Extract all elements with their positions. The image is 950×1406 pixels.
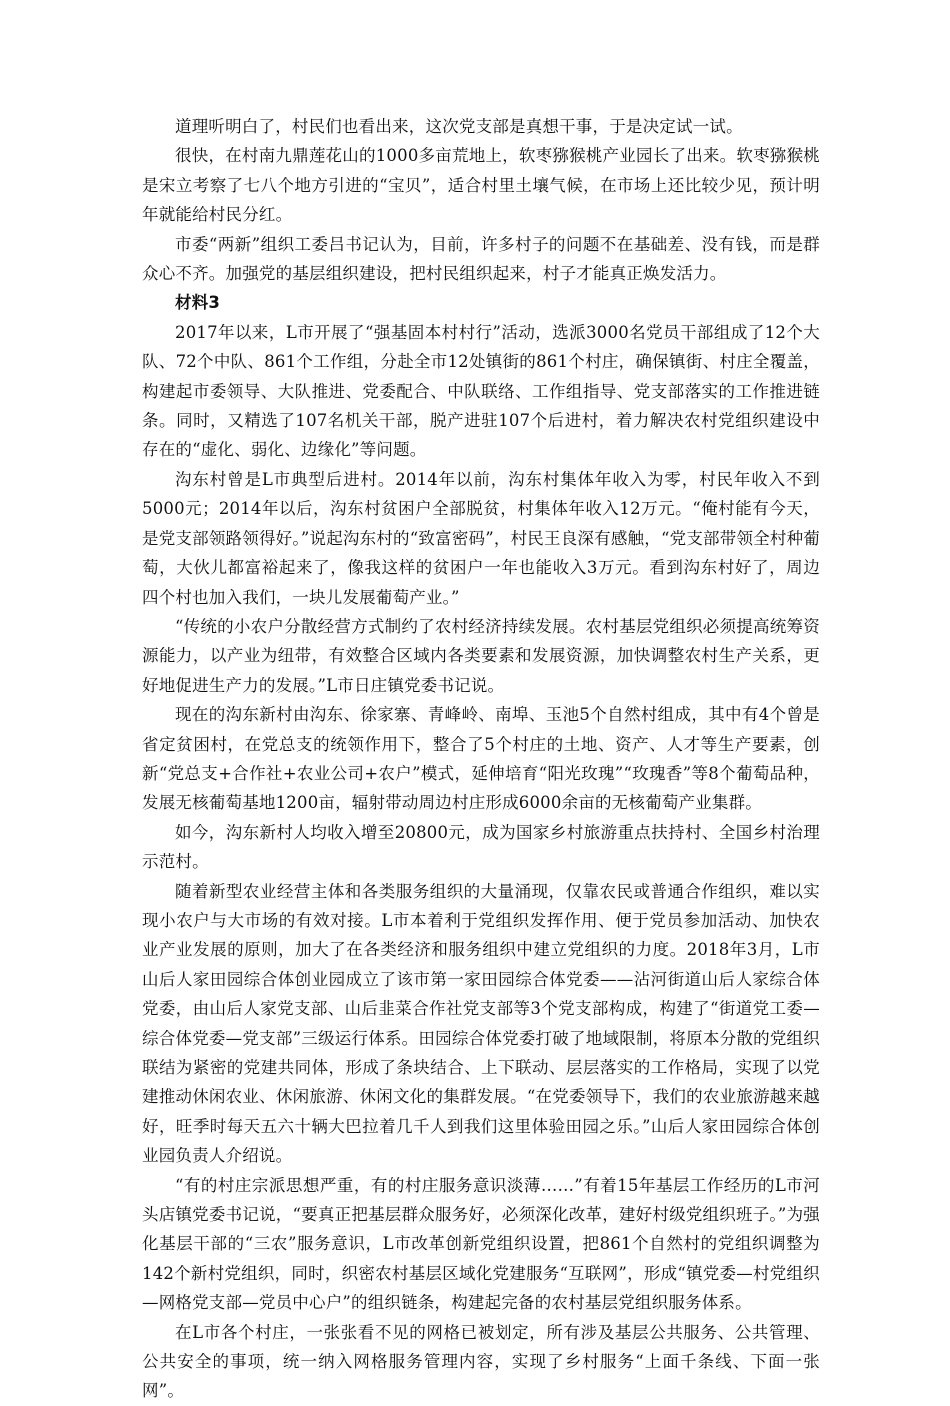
- paragraph: “传统的小农户分散经营方式制约了农村经济持续发展。农村基层党组织必须提高统筹资源能力，以产业为纽带，有效整合区域内各类要素和发展资源，加快调整农村生产关系，更好地促进生产力的发展。”L市日庄镇党委书记说。: [142, 616, 820, 695]
- paragraph: 如今，沟东新村人均收入增至20800元，成为国家乡村旅游重点扶持村、全国乡村治理示范村。: [142, 822, 820, 872]
- paragraph: “有的村庄宗派思想严重，有的村庄服务意识淡薄……”有着15年基层工作经历的L市河头店镇党委书记说，“要真正把基层群众服务好，必须深化改革，建好村级党组织班子。”为强化基层干部的“三农”服务意识，L市改革创新党组织设置，把861个自然村的党组织调整为142个新村党组织，同时，织密农村基层区域化党建服务“互联网”，形成“镇党委—村党组织—网格党支部—党员中心户”的组织链条，构建起完备的农村基层党组织服务体系。: [142, 1175, 820, 1313]
- paragraph: 随着新型农业经营主体和各类服务组织的大量涌现，仅靠农民或普通合作组织，难以实现小农户与大市场的有效对接。L市本着利于党组织发挥作用、便于党员参加活动、加快农业产业发展的原则，加大了在各类经济和服务组织中建立党组织的力度。2018年3月，L市山后人家田园综合体创业园成立了该市第一家田园综合体党委——沾河街道山后人家综合体党委，由山后人家党支部、山后韭菜合作社党支部等3个党支部构成，构建了“街道党工委—综合体党委—党支部”三级运行体系。田园综合体党委打破了地域限制，将原本分散的党组织联结为紧密的党建共同体，形成了条块结合、上下联动、层层落实的工作格局，实现了以党建推动休闲农业、休闲旅游、休闲文化的集群发展。“在党委领导下，我们的农业旅游越来越好，旺季时每天五六十辆大巴拉着几千人到我们这里体验田园之乐。”山后人家田园综合体创业园负责人介绍说。: [142, 881, 820, 1166]
- paragraph: 道理听明白了，村民们也看出来，这次党支部是真想干事，于是决定试一试。: [175, 117, 743, 136]
- paragraph: 现在的沟东新村由沟东、徐家寨、青峰岭、南埠、玉池5个自然村组成，其中有4个曾是省定贫困村，在党总支的统领作用下，整合了5个村庄的土地、资产、人才等生产要素，创新“党总支+合作社+农业公司+农户”模式，延伸培育“阳光玫瑰”“玫瑰香”等8个葡萄品种，发展无核葡萄基地1200亩，辐射带动周边村庄形成6000余亩的无核葡萄产业集群。: [142, 705, 820, 813]
- paragraph: 很快，在村南九鼎莲花山的1000多亩荒地上，软枣猕猴桃产业园长了出来。软枣猕猴桃是宋立考察了七八个地方引进的“宝贝”，适合村里土壤气候，在市场上还比较少见，预计明年就能给村民分红。: [142, 146, 820, 225]
- section-heading: 材料3: [175, 293, 221, 313]
- paragraph: 市委“两新”组织工委吕书记认为，目前，许多村子的问题不在基础差、没有钱，而是群众心不齐。加强党的基层组织建设，把村民组织起来，村子才能真正焕发活力。: [142, 234, 820, 284]
- paragraph: 在L市各个村庄，一张张看不见的网格已被划定，所有涉及基层公共服务、公共管理、公共安全的事项，统一纳入网格服务管理内容，实现了乡村服务“上面千条线、下面一张网”。: [142, 1322, 820, 1401]
- document-body: [142, 112, 820, 1406]
- paragraph: 2017年以来，L市开展了“强基固本村村行”活动，选派3000名党员干部组成了12个大队、72个中队、861个工作组，分赴全市12处镇街的861个村庄，确保镇街、村庄全覆盖，构建起市委领导、大队推进、党委配合、中队联络、工作组指导、党支部落实的工作推进链条。同时，又精选了107名机关干部，脱产进驻107个后进村，着力解决农村党组织建设中存在的“虚化、弱化、边缘化”等问题。: [142, 322, 820, 460]
- paragraph: 沟东村曾是L市典型后进村。2014年以前，沟东村集体年收入为零，村民年收入不到5000元；2014年以后，沟东村贫困户全部脱贫，村集体年收入12万元。“俺村能有今天，是党支部领路领得好。”说起沟东村的“致富密码”，村民王良深有感触，“党支部带领全村种葡萄，大伙儿都富裕起来了，像我这样的贫困户一年也能收入3万元。看到沟东村好了，周边四个村也加入我们，一块儿发展葡萄产业。”: [142, 469, 820, 607]
